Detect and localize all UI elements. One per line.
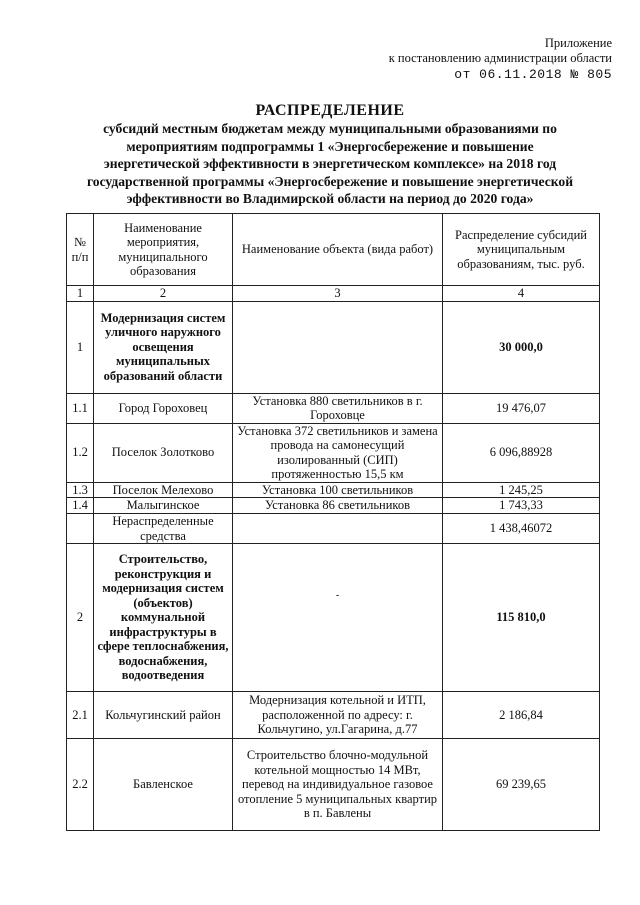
row-amount: 19 476,07 (443, 393, 600, 423)
row-object: Установка 86 светильников (233, 498, 443, 514)
header-cell-object: Наименование объекта (вида работ) (233, 214, 443, 286)
column-number: 4 (443, 286, 600, 302)
column-number: 3 (233, 286, 443, 302)
appendix-block (389, 36, 612, 82)
row-object: Установка 100 светильников (233, 482, 443, 498)
row-object: Установка 372 светильников и замена провода на самонесущий изолированный (СИП) протяженностью 15,5 км (233, 423, 443, 482)
row-number: 2.2 (67, 739, 94, 831)
header-cell-number: № п/п (67, 214, 94, 286)
title-subtitle-line: государственной программы «Энергосбережение и повышение энергетической (86, 173, 574, 189)
row-amount: 1 438,46072 (443, 514, 600, 544)
table-row (67, 498, 600, 514)
row-number: 1 (67, 301, 94, 393)
title-heading: РАСПРЕДЕЛЕНИЕ (255, 102, 405, 119)
row-amount: 115 810,0 (443, 544, 600, 692)
row-object (233, 301, 443, 393)
appendix-decree-ref: к постановлению администрации области (388, 51, 612, 65)
row-name: Малыгинское (94, 498, 233, 514)
row-amount: 2 186,84 (443, 692, 600, 739)
subsidy-distribution-table (66, 213, 600, 831)
row-name: Строительство, реконструкция и модернизация систем (объектов) коммунальной инфраструктуры в сфере теплоснабжения, водоснабжения, водоотведения (94, 544, 233, 692)
row-number (67, 514, 94, 544)
table-row (67, 393, 600, 423)
table-row (67, 514, 600, 544)
row-object: Модернизация котельной и ИТП, расположенной по адресу: г. Кольчугино, ул.Гагарина, д.77 (233, 692, 443, 739)
row-object (233, 514, 443, 544)
row-name: Модернизация систем уличного наружного освещения муниципальных образований области (94, 301, 233, 393)
table-row (67, 482, 600, 498)
column-number: 1 (67, 286, 94, 302)
row-number: 2 (67, 544, 94, 692)
title-subtitle-line: эффективности во Владимирской области на период до 2020 года» (126, 191, 534, 206)
row-amount: 69 239,65 (443, 739, 600, 831)
row-object: Установка 880 светильников в г. Гороховце (233, 393, 443, 423)
table-row (67, 544, 600, 692)
title-subtitle-line: энергетической эффективности в энергетическом комплексе» на 2018 год (103, 156, 557, 171)
row-name: Бавленское (94, 739, 233, 831)
title-subtitle-line: мероприятиям подпрограммы 1 «Энергосбережение и повышение (126, 138, 534, 154)
row-object: Строительство блочно-модульной котельной мощностью 14 МВт, перевод на индивидуальное газовое отопление 5 муниципальных квартир в п. Бавлены (233, 739, 443, 831)
column-number-row (67, 286, 600, 302)
row-object: - (233, 544, 443, 692)
row-amount: 6 096,88928 (443, 423, 600, 482)
column-number: 2 (94, 286, 233, 302)
table-row (67, 692, 600, 739)
row-number: 1.3 (67, 482, 94, 498)
row-amount: 1 245,25 (443, 482, 600, 498)
row-number: 1.1 (67, 393, 94, 423)
header-cell-name: Наименование мероприятия, муниципального образования (94, 214, 233, 286)
document-title (40, 102, 620, 208)
row-number: 1.4 (67, 498, 94, 514)
row-amount: 30 000,0 (443, 301, 600, 393)
decree-date-number: от 06.11.2018 № 805 (454, 67, 612, 82)
row-name: Поселок Золотково (94, 423, 233, 482)
title-subtitle-line: субсидий местным бюджетам между муниципальными образованиями по (103, 121, 557, 136)
table-row (67, 739, 600, 831)
table-header-row (67, 214, 600, 286)
table-row (67, 423, 600, 482)
row-number: 1.2 (67, 423, 94, 482)
row-name: Нераспределенные средства (94, 514, 233, 544)
table-row (67, 301, 600, 393)
row-name: Поселок Мелехово (94, 482, 233, 498)
appendix-label: Приложение (544, 36, 612, 50)
header-cell-amount: Распределение субсидий муниципальным образованиям, тыс. руб. (443, 214, 600, 286)
row-name: Кольчугинский район (94, 692, 233, 739)
row-amount: 1 743,33 (443, 498, 600, 514)
row-number: 2.1 (67, 692, 94, 739)
row-name: Город Гороховец (94, 393, 233, 423)
